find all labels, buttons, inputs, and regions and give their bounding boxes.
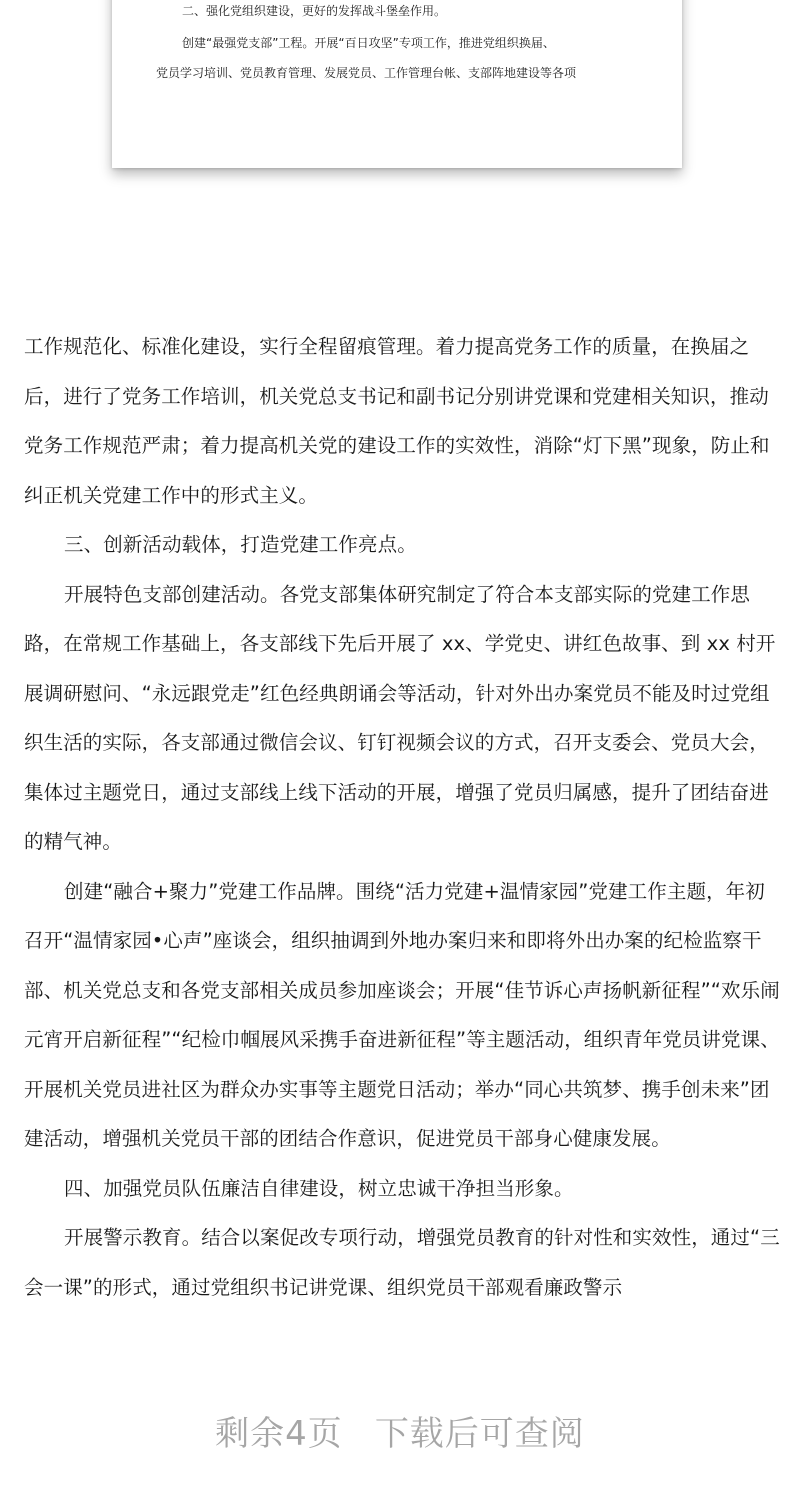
document-preview-card: [112, 0, 682, 168]
preview-line: 党员学习培训、党员教育管理、发展党员、工作管理台帐、支部阵地建设等各项: [156, 66, 577, 80]
body-paragraph: 开展特色支部创建活动。各党支部集体研究制定了符合本支部实际的党建工作思路，在常规工作基础上，各支部线下先后开展了 xx、学党史、讲红色故事、到 xx 村开展调研慰问、“永远跟党走”红色经典朗诵会等活动，针对外出办案党员不能及时过党组织生活的实际，各支部通过微信会议、钉钉视频会议的方式，召开支委会、党员大会，集体过主题党日，通过支部线上线下活动的开展，增强了党员归属感，提升了团结奋进的精气神。: [24, 582, 776, 853]
body-paragraph: 开展警示教育。结合以案促改专项行动，增强党员教育的针对性和实效性，通过“三会一课”的形式，通过党组织书记讲党课、组织党员干部观看廉政警示: [24, 1226, 780, 1299]
section-heading: 三、创新活动载体，打造党建工作亮点。: [64, 533, 417, 556]
body-paragraph: 创建“融合+聚力”党建工作品牌。围绕“活力党建+温情家园”党建工作主题，年初召开“温情家园•心声”座谈会，组织抽调到外地办案归来和即将外出办案的纪检监察干部、机关党总支和各党支部相关成员参加座谈会；开展“佳节诉心声扬帆新征程”“欢乐闹元宵开启新征程”“纪检巾帼展风采携手奋进新征程”等主题活动，组织青年党员讲党课、开展机关党员进社区为群众办实事等主题党日活动；举办“同心共筑梦、携手创未来”团建活动，增强机关党员干部的团结合作意识，促进党员干部身心健康发展。: [24, 879, 780, 1150]
remaining-pages-label: 剩余4页: [215, 1414, 343, 1454]
download-prompt[interactable]: [0, 1412, 800, 1456]
preview-line: 二、强化党组织建设，更好的发挥战斗堡垒作用。: [182, 4, 447, 18]
download-to-view-label[interactable]: 下载后可查阅: [374, 1414, 585, 1454]
preview-line: 创建“最强党支部”工程。开展“百日攻坚”专项工作，推进党组织换届、: [182, 36, 555, 50]
document-body: [24, 322, 784, 1312]
section-heading: 四、加强党员队伍廉洁自律建设，树立忠诚干净担当形象。: [64, 1176, 574, 1200]
body-paragraph: 工作规范化、标准化建设，实行全程留痕管理。着力提高党务工作的质量，在换届之后，进行了党务工作培训，机关党总支书记和副书记分别讲党课和党建相关知识，推动党务工作规范严肃；着力提高机关党的建设工作的实效性，消除“灯下黑”现象，防止和纠正机关党建工作中的形式主义。: [24, 335, 770, 507]
